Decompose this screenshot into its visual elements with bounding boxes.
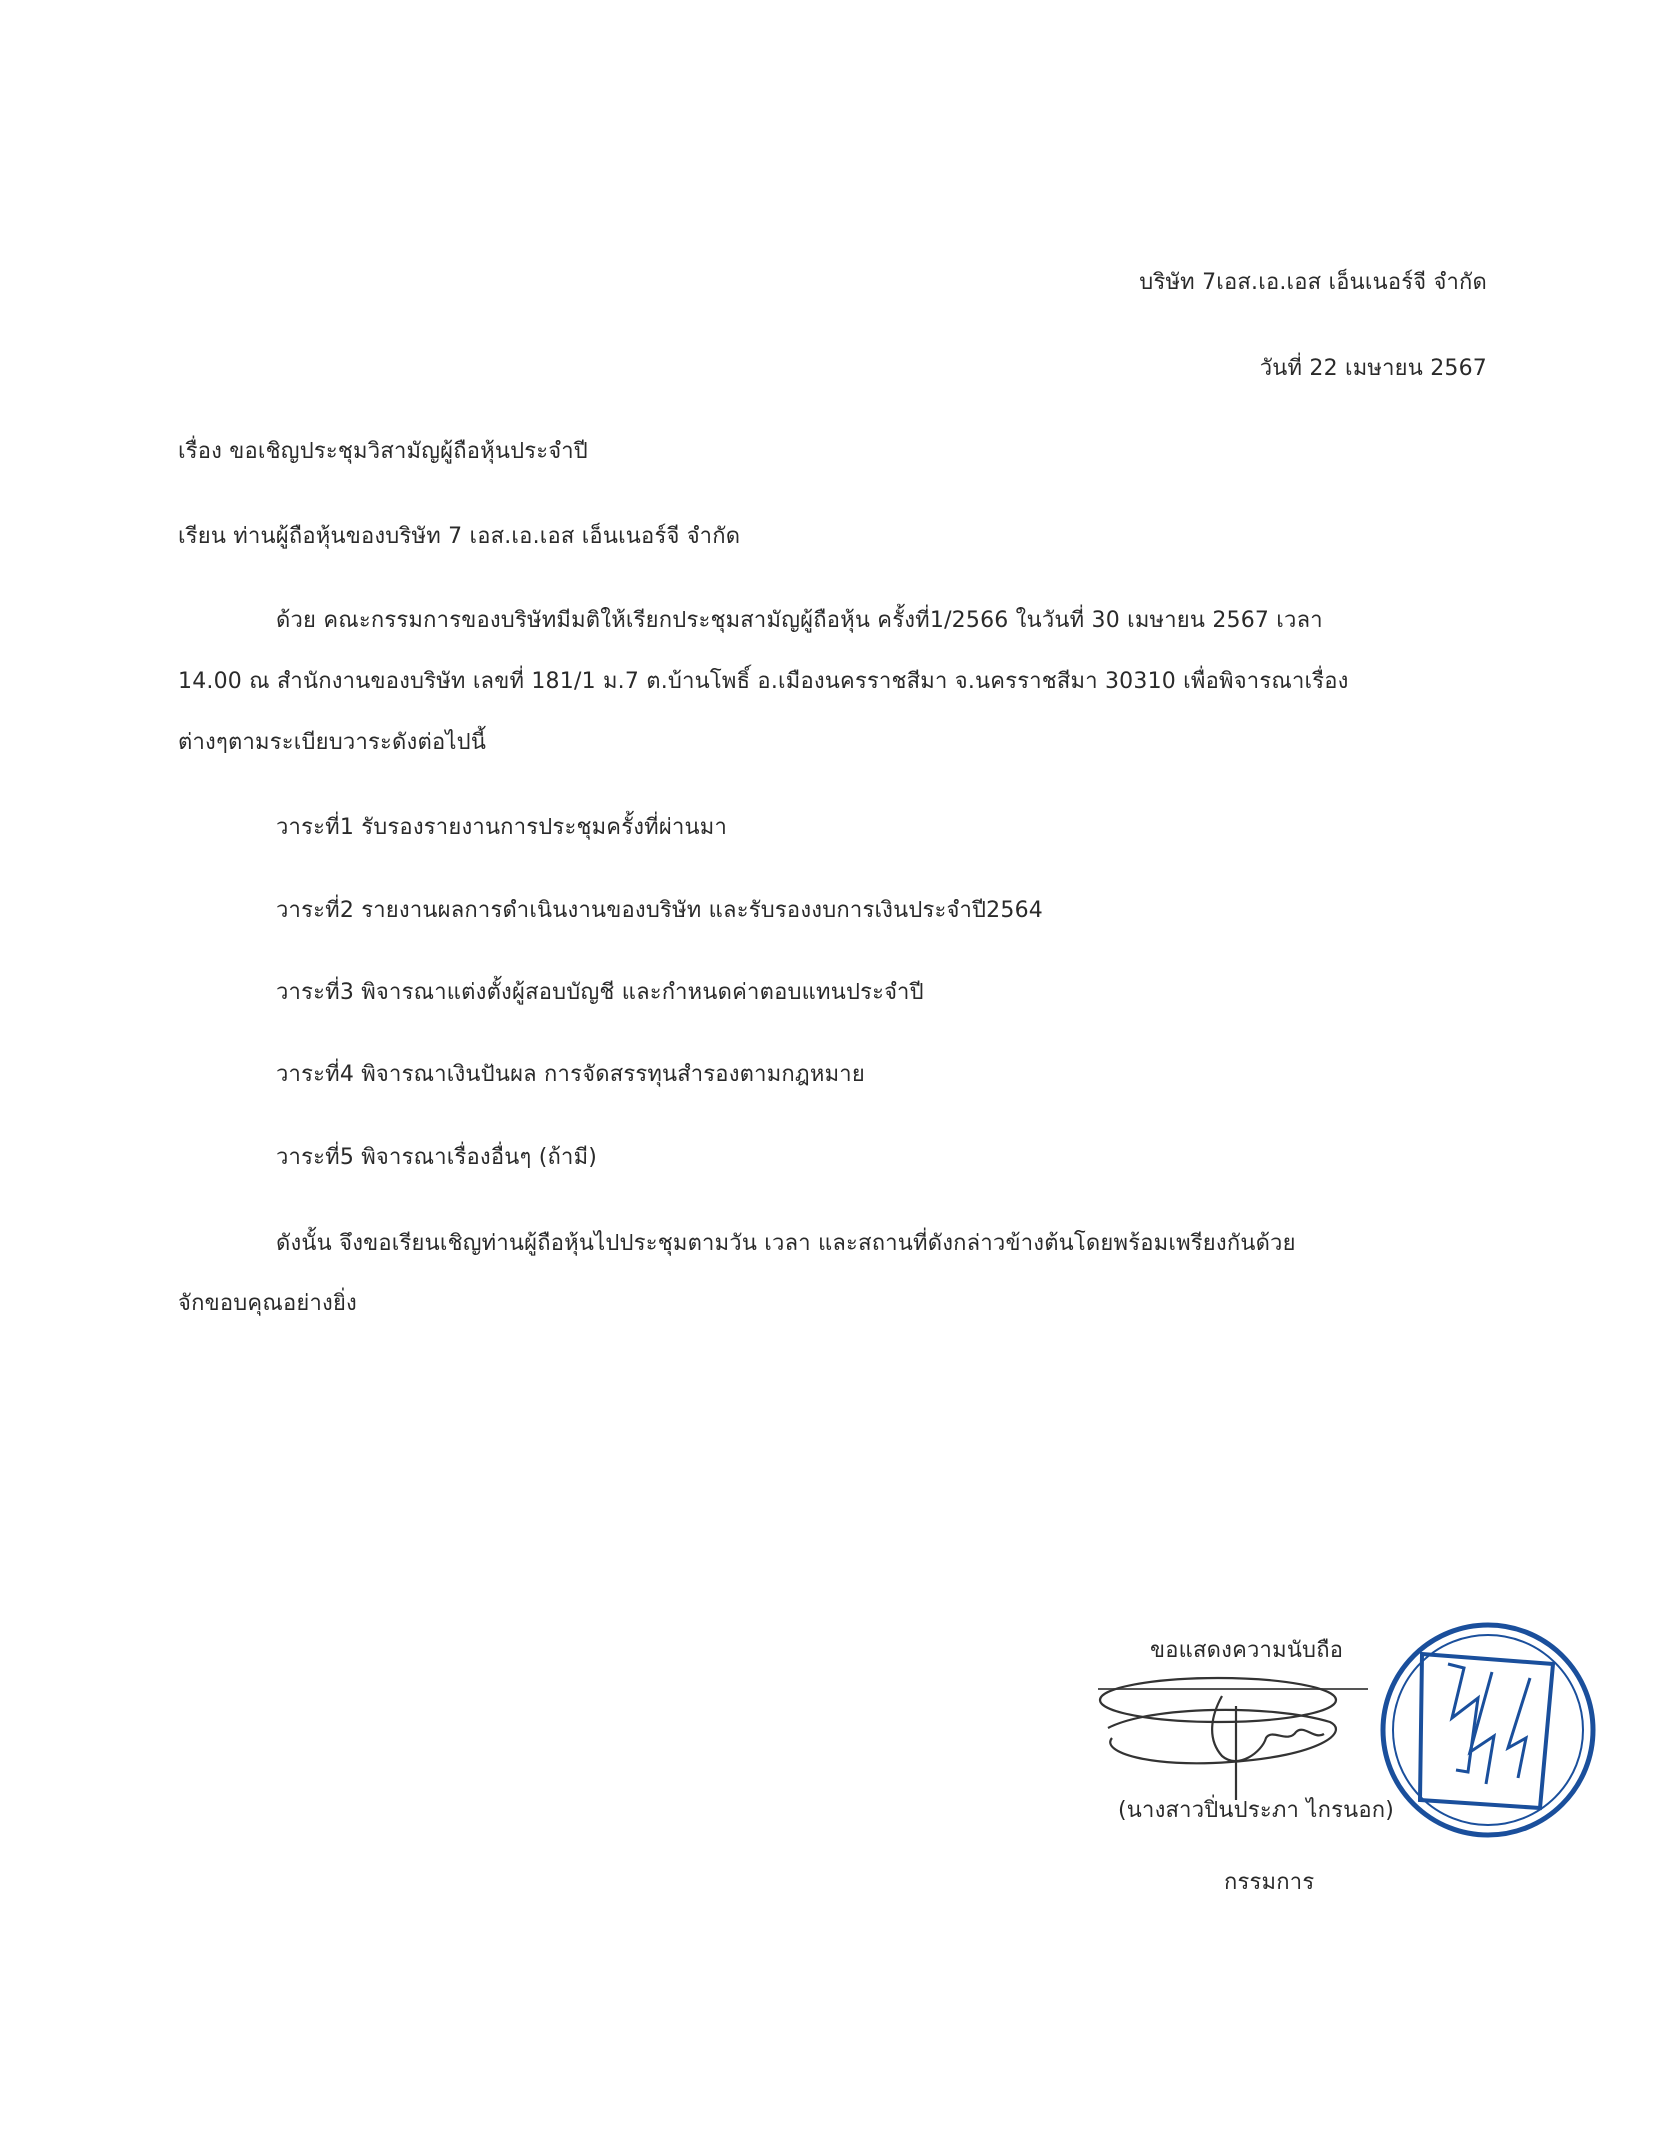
company-name: บริษัท 7เอส.เอ.เอส เอ็นเนอร์จี จำกัด [1139,270,1487,295]
agenda-item-2: วาระที่2 รายงานผลการดำเนินงานของบริษัท และรับรองงบการเงินประจำปี2564 [276,898,1043,923]
agenda-item-1: วาระที่1 รับรองรายงานการประชุมครั้งที่ผ่านมา [276,815,728,840]
closing-line-1: ดังนั้น จึงขอเรียนเชิญท่านผู้ถือหุ้นไปประชุมตามวัน เวลา และสถานที่ดังกล่าวข้างต้นโดยพร้อมเพรียงกันด้วย [276,1231,1296,1256]
agenda-item-4: วาระที่4 พิจารณาเงินปันผล การจัดสรรทุนสำรองตามกฎหมาย [276,1062,865,1087]
closing-line-2: จักขอบคุณอย่างยิ่ง [178,1291,357,1316]
company-stamp [1383,1625,1593,1835]
recipient-line: เรียน ท่านผู้ถือหุ้นของบริษัท 7 เอส.เอ.เอส เอ็นเนอร์จี จำกัด [178,524,741,549]
intro-paragraph-line-3: ต่างๆตามระเบียบวาระดังต่อไปนี้ [178,730,487,755]
regards-text: ขอแสดงความนับถือ [1150,1638,1344,1663]
handwritten-signature [1100,1678,1336,1800]
signer-name: (นางสาวปิ่นประภา ไกรนอก) [1118,1798,1395,1823]
intro-paragraph-line-2: 14.00 ณ สำนักงานของบริษัท เลขที่ 181/1 ม.7 ต.บ้านโพธิ์ อ.เมืองนครราชสีมา จ.นครราชสีมา 30310 เพื่อพิจารณาเรื่อง [178,669,1349,694]
agenda-item-3: วาระที่3 พิจารณาแต่งตั้งผู้สอบบัญชี และกำหนดค่าตอบแทนประจำปี [276,980,924,1005]
subject-line: เรื่อง ขอเชิญประชุมวิสามัญผู้ถือหุ้นประจำปี [178,439,588,464]
signer-title: กรรมการ [1224,1870,1315,1895]
intro-paragraph-line-1: ด้วย คณะกรรมการของบริษัทมีมติให้เรียกประชุมสามัญผู้ถือหุ้น ครั้งที่1/2566 ในวันที่ 30 เมษายน 2567 เวลา [276,608,1323,633]
letter-date: วันที่ 22 เมษายน 2567 [1259,356,1487,381]
agenda-item-5: วาระที่5 พิจารณาเรื่องอื่นๆ (ถ้ามี) [276,1145,598,1170]
